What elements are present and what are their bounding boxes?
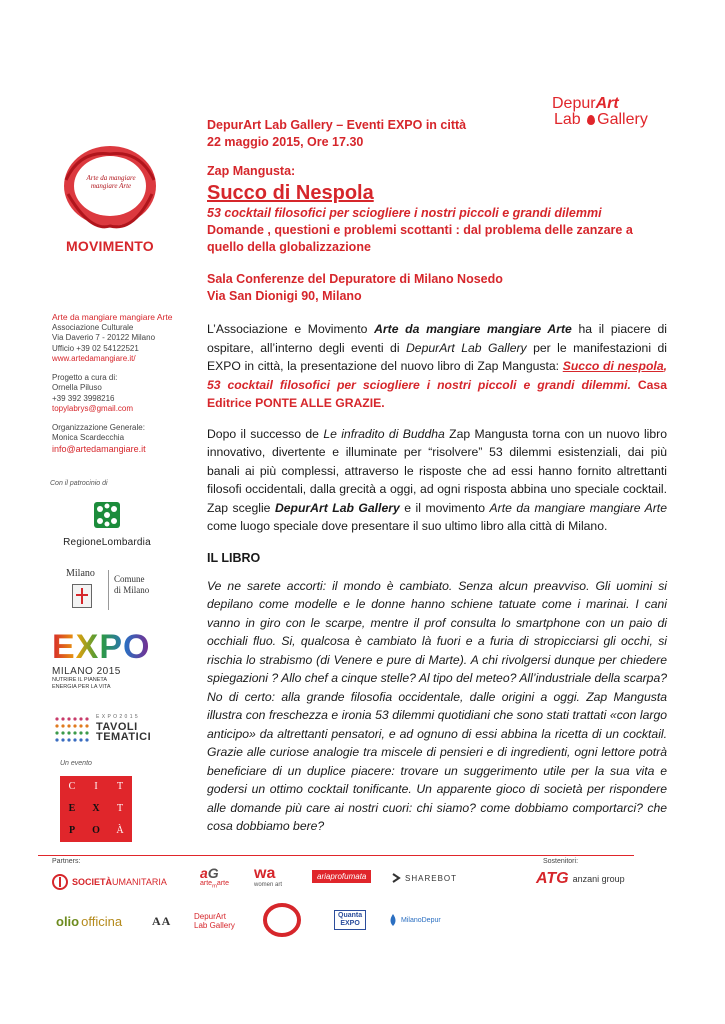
partners-label: Partners: [52,858,81,865]
lips-logo [60,140,160,232]
regione-name: RegioneLombardia [63,537,151,548]
curator-name: Ornella Piluso [52,383,102,392]
success-paragraph: Dopo il successo de Le infradito di Buddha Zap Mangusta torna con un nuovo libro innovativo, divertente e illuminate per “risolvere” 53 dilemmi esistenziali, dai più banali ai più complessi, attraverso le risposte che ad essi hanno fornito altrettanti filosofi occidentali, dalla grecità a oggi, ad ogni risposta abbina uno speciale cocktail. Zap sceglie DepurArt Lab Gallery e il movimento Arte da mangiare mangiare Arte come luogo speciale dove presentare il suo ultimo libro alla città di Milano. [207,426,667,533]
milano-depur-logo: MilanoDepur [388,914,441,926]
expo-year: MILANO 2015 [52,666,121,677]
contact-info [52,312,192,462]
citexpo-logo: C I T E X T P O À [60,776,132,842]
sostenitori-label: Sostenitori: [543,858,579,865]
curator-group [52,373,192,415]
expo-word: EXPO [52,628,151,666]
dots-icon [54,716,94,742]
sharebot-logo: SHAREBOT [390,872,457,884]
venue-address: Via San Dionigi 90, Milano [207,289,362,303]
footer-divider [38,855,634,856]
book-subtitle: 53 cocktail filosofici per sciogliere i nostri piccoli e grandi dilemmi [207,206,602,220]
org-group [52,423,192,455]
expo-tagline-2: ENERGIA PER LA VITA [52,683,111,690]
lips-text: Arte da mangiare mangiare Arte [86,174,136,190]
crest-icon [72,584,92,608]
org-gen-label: Organizzazione Generale: [52,422,145,432]
book-link[interactable]: Succo di nespola [562,359,664,373]
societa-umanitaria-logo: SOCIETÀ UMANITARIA [52,874,167,890]
depurart-footer-logo: DepurArt Lab Gallery [194,912,235,930]
logo-line1: DepurArt [552,95,619,112]
section-il-libro: IL LIBRO [207,550,261,565]
assoc-group [52,312,192,365]
event-line: DepurArt Lab Gallery – Eventi EXPO in città [207,118,467,132]
divider [108,570,109,610]
org-email[interactable]: info@artedamangiare.it [52,443,146,454]
main-content [207,117,667,836]
author-line: Zap Mangusta: [207,164,296,178]
atg-anzani-logo: ATG anzani group [536,870,625,887]
water-drop-icon [388,914,398,926]
expo-tagline-1: NUTRIRE IL PIANETA [52,677,108,683]
date-line: 22 maggio 2015, Ore 17.30 [207,135,364,149]
progetto-label: Progetto a cura di: [52,372,118,382]
am-monogram: aG [200,865,219,881]
logo-line2: Lab Gallery [554,111,648,128]
arte-m-arte-logo [200,866,229,889]
regione-lombardia-logo [52,502,162,550]
curator-email[interactable]: topylabrys@gmail.com [52,404,134,413]
lips-small-icon [262,900,302,940]
quanta-expo-logo: Quanta EXPO [334,910,366,930]
book-title: Succo di Nespola [207,182,374,204]
un-evento-label: Un evento [60,760,92,767]
tavoli-tematici-logo [52,712,162,752]
lips-footer-logo [262,900,302,940]
expo-2015-logo [52,630,162,695]
website-link[interactable]: www.artedamangiare.it/ [52,354,136,363]
umanitaria-icon [52,874,68,890]
sharebot-icon [390,872,402,884]
intro-paragraph: L’Associazione e Movimento Arte da mangiare mangiare Arte ha il piacere di ospitare, all’interno degli eventi di DepurArt Lab Gallery per le manifestazioni di EXPO in città, la presentazione del nuovo libro di Zap Mangusta: Succo di nespola, 53 cocktail filosofici per sciogliere i nostri piccoli e grandi dilemmi. Casa Editrice PONTE ALLE GRAZIE. [207,322,667,410]
office-phone: Ufficio +39 02 54122521 [52,343,139,353]
questions-line: Domande , questioni e problemi scottanti : dal problema delle zanzare a quello della globalizzazione [207,223,633,254]
curator-phone: +39 392 3998216 [52,393,115,403]
assoc-type: Associazione Culturale [52,322,134,332]
aa-logo: AA [152,914,172,928]
libro-paragraph: Ve ne sarete accorti: il mondo è cambiato. Senza alcun preavviso. Gli uomini si depilano come modelle e le donne hanno schiene tatuate come i marinai. I cani vanno in giro con le scarpe, mentre il prof consulta lo smartphone con un paio di occhiali fluo. Si, qualcosa è cambiato là fuori e a furia di stropicciarsi gli occhi, si rischia lo strabismo (di Venere e pure di Marte). A chi rivolgersi dunque per chiedere spiegazioni ? Allo chef a cinque stelle? Al tipo del meteo? All’industriale della scarpa? No di certo: alla grande filosofia occidentale, dalle origini a oggi. Zap Mangusta illustra con freschezza e ironia 53 dilemmi quotidiani che sono stati trattati «con largo anticipo» da altrettanti pensatori, e ad ognuno di essi abbina la ricetta di un cocktail. Grazie alle curiose analogie tra miscele di pensieri e di ingredienti, ogni lettore potrà beneficiare di un duplice piacere: trovare un suggerimento utile per la sua vita e godersi un ottimo cocktail tonificante. Un apparente gioco di società per rispondere alle domande più care ai nostri cuori: chi siamo? come dobbiamo comportarci? che cosa dobbiamo bere? [207,578,668,833]
olio-officina-logo: olio officina [56,914,123,929]
tavoli-text: E X P O 2 0 1 5 TAVOLI TEMATICI [96,714,152,743]
women-art-logo: wa women art [254,865,283,888]
org-person: Monica Scardecchia [52,433,125,442]
address: Via Daverio 7 - 20122 Milano [52,333,156,342]
artemarte-text: arte$_m$arte [200,880,229,890]
milano-label: Milano [66,568,95,579]
comune-text: Comune di Milano [114,574,150,595]
venue-line: Sala Conferenze del Depuratore di Milano Nosedo [207,272,503,286]
comune-milano-logo [52,562,162,622]
movimento-label: MOVIMENTO [66,238,154,254]
org-name: Arte da mangiare mangiare Arte [52,312,173,322]
patrocinio-label: Con il patrocinio di [50,480,108,487]
ariaprofumata-logo: ariaprofumata [312,870,371,883]
rosa-camuna-icon [94,502,120,528]
